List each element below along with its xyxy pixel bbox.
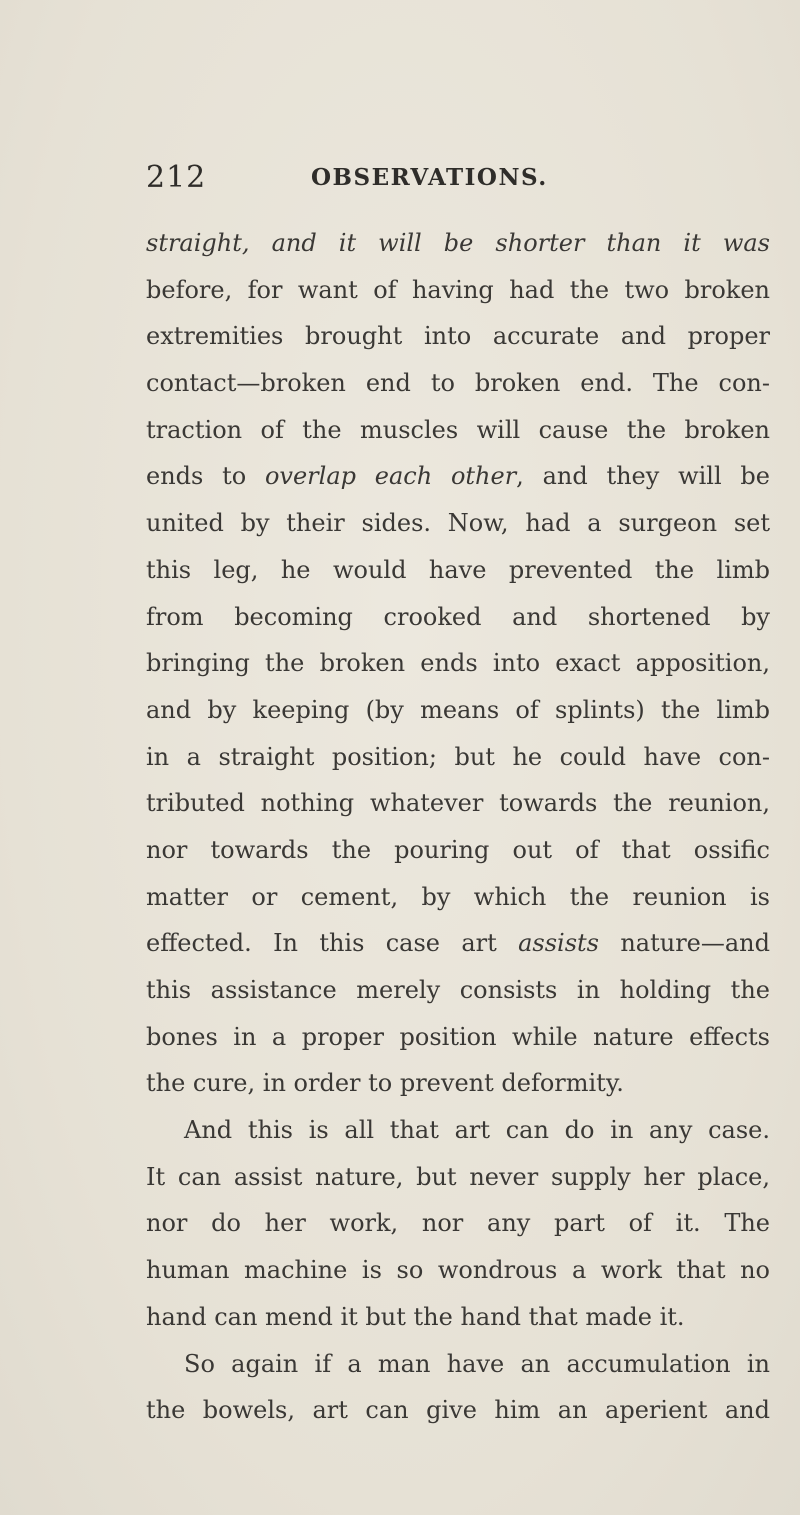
text-line-3: extremities brought into accurate and proper: [146, 322, 770, 351]
text-line-16: effected. In this case art assists nature—and: [146, 929, 770, 958]
text-line-22: nor do her work, nor any part of it. The: [146, 1209, 770, 1238]
text-line-25: So again if a man have an accumulation in: [184, 1349, 770, 1378]
text-line-6: ends to overlap each other, and they will be: [146, 462, 770, 491]
text-line-12: in a straight position; but he could have con-: [146, 742, 770, 771]
text-line-4: contact—broken end to broken end. The con-: [146, 369, 770, 398]
text-line-1: straight, and it will be shorter than it was: [146, 229, 770, 257]
text-line-17: this assistance merely consists in holding the: [146, 976, 770, 1004]
text-line-14: nor towards the pouring out of that ossific: [146, 835, 770, 864]
text-line-24: hand can mend it but the hand that made it.: [146, 1302, 685, 1331]
text-line-8: this leg, he would have prevented the limb: [146, 555, 770, 584]
text-line-20: And this is all that art can do in any case.: [184, 1116, 770, 1145]
page-number: 212: [146, 160, 207, 195]
page-header: [146, 160, 760, 200]
running-title: OBSERVATIONS.: [311, 164, 548, 191]
text-line-18: bones in a proper position while nature effects: [146, 1022, 770, 1051]
text-line-7: united by their sides. Now, had a surgeon set: [146, 509, 770, 538]
text-line-21: It can assist nature, but never supply her place,: [146, 1162, 770, 1191]
text-line-11: and by keeping (by means of splints) the limb: [146, 695, 770, 724]
text-line-15: matter or cement, by which the reunion is: [146, 882, 770, 911]
text-line-13: tributed nothing whatever towards the reunion,: [146, 789, 770, 818]
text-line-2: before, for want of having had the two broken: [146, 275, 770, 304]
text-line-23: human machine is so wondrous a work that no: [146, 1256, 770, 1285]
text-line-19: the cure, in order to prevent deformity.: [146, 1069, 624, 1098]
body-text: [146, 220, 770, 1434]
text-line-5: traction of the muscles will cause the broken: [146, 415, 770, 444]
text-line-9: from becoming crooked and shortened by: [146, 602, 770, 631]
text-line-10: bringing the broken ends into exact apposition,: [146, 649, 770, 678]
text-line-26: the bowels, art can give him an aperient and: [146, 1396, 770, 1425]
